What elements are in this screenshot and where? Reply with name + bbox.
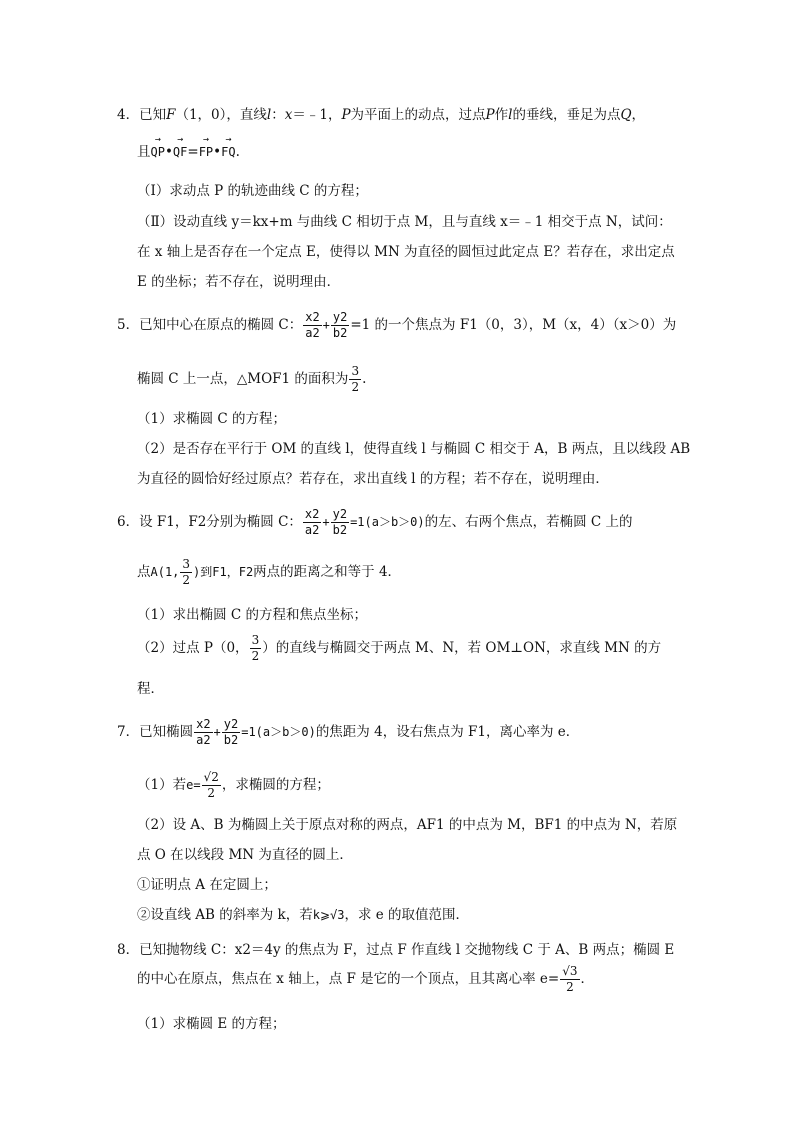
text: 已知抛物线 C：x2＝4y 的焦点为 F，过点 F 作直线 l 交抛物线 C 于 A、B 两点；椭圆 E [139, 942, 675, 958]
plus-sign: + [213, 725, 221, 739]
fraction [349, 364, 361, 395]
problem-4-line-1 [117, 103, 645, 123]
text: （1，0），直线 [175, 107, 267, 123]
text: 且 [137, 144, 151, 160]
denominator: 2 [207, 786, 215, 800]
text: 的中心在原点，焦点在 x 轴上，点 F 是它的一个顶点，且其离心率 e= [137, 971, 560, 987]
fraction [194, 717, 212, 748]
numerator: 3 [182, 557, 191, 571]
text: l [508, 107, 513, 123]
text: A(1, [150, 565, 180, 579]
text: P [485, 107, 495, 123]
problem-number: 5． [117, 317, 140, 333]
text: （1）求出椭圆 C 的方程和焦点坐标； [137, 607, 368, 623]
problem-5-part-1 [137, 407, 286, 427]
text: （2）设 A、B 为椭圆上关于原点对称的两点，AF1 的中点为 M，BF1 的中点为 N，若原 [137, 817, 678, 833]
problem-7-part-2-cont [137, 843, 353, 863]
problem-7-part-1 [137, 770, 330, 801]
text: . [235, 144, 240, 160]
problem-4-part-2 [137, 210, 672, 230]
text: 设 F1，F2分别为椭圆 C： [139, 514, 302, 530]
problem-6-line-1 [117, 507, 633, 538]
problem-4-part-2-cont [137, 240, 675, 260]
text: 为直径的圆恰好经过原点？若存在，求出直线 l 的方程；若不存在，说明理由． [137, 471, 609, 487]
fraction [180, 557, 192, 588]
text: （1）求椭圆 E 的方程； [137, 1016, 286, 1032]
numerator: 3 [251, 633, 260, 647]
text: ： [271, 107, 285, 123]
text: （1）求椭圆 C 的方程； [137, 411, 287, 427]
numerator: √2 [203, 770, 219, 784]
text: 的左、右两个焦点，若椭圆 C 上的 [424, 514, 633, 530]
text: = [187, 144, 199, 160]
text: （2）是否存在平行于 OM 的直线 l，使得直线 l 与椭圆 C 相交于 A，B 两点，且以线段 AB [137, 441, 691, 457]
fraction [202, 770, 221, 801]
vector-fp: → FP [199, 143, 213, 159]
fraction [250, 633, 262, 664]
problem-7-part-2-ii [137, 903, 469, 923]
denominator: 2 [251, 649, 260, 663]
text: l [266, 107, 272, 123]
text: 的垂线，垂足为点 [512, 107, 621, 123]
vector-qf: → QF [173, 143, 187, 159]
text: 在 x 轴上是否存在一个定点 E，使得以 MN 为直径的圆恒过此定点 E？若存在，求出定点 [137, 244, 675, 260]
denominator: b2 [332, 523, 348, 537]
problem-7-part-2-i [137, 873, 277, 893]
text: 点 O 在以线段 MN 为直径的圆上． [137, 847, 353, 863]
text: ＝﹣1， [292, 107, 342, 123]
numerator: √3 [562, 964, 578, 978]
numerator: x2 [305, 310, 320, 324]
fraction [303, 310, 321, 341]
problem-number: 8． [117, 942, 140, 958]
denominator: 2 [351, 380, 360, 394]
problem-6-line-2 [137, 557, 401, 588]
problem-6-part-2-end [137, 677, 164, 697]
text: （2）过点 P（0， [137, 640, 249, 656]
text: + [322, 318, 330, 332]
fraction [303, 507, 321, 538]
text: P [341, 107, 351, 123]
denominator: a2 [304, 523, 320, 537]
problem-8-part-1 [137, 1012, 286, 1032]
text: )到F1，F2 [193, 565, 254, 579]
text: k⩾√3 [312, 908, 345, 922]
text: 两点的距离之和等于 4． [253, 564, 402, 580]
problem-number: 6． [117, 514, 140, 530]
problem-4-part-1 [137, 179, 368, 199]
numerator: y2 [223, 717, 239, 731]
plus-sign: + [322, 515, 330, 529]
text: • [164, 144, 173, 160]
text: 的焦距为 4，设右焦点为 F1，离心率为 e． [315, 724, 580, 740]
text: Q [620, 107, 632, 123]
text: e= [186, 778, 201, 792]
fraction [222, 717, 240, 748]
text: 已知椭圆 [139, 724, 194, 740]
text: 程． [137, 681, 164, 697]
problem-6-part-1 [137, 603, 367, 623]
fraction [331, 507, 349, 538]
problem-7-line-1 [117, 717, 579, 748]
problem-5-part-2 [137, 437, 690, 457]
numerator: x2 [304, 507, 320, 521]
fraction [331, 310, 349, 341]
problem-6-part-2 [137, 633, 661, 664]
text: =1(a＞b＞0) [350, 515, 425, 529]
text: =1 的一个焦点为 F1（0，3），M（x，4）（x＞0）为 [350, 317, 677, 333]
text: 点 [137, 564, 151, 580]
text: ， [631, 107, 646, 123]
text: 已知 [139, 107, 167, 123]
denominator: 2 [182, 573, 191, 587]
text: （1）若 [137, 777, 187, 793]
denominator: a2 [305, 326, 320, 340]
text: 椭圆 C 上一点，△MOF1 的面积为 [137, 371, 349, 387]
text: （Ⅱ）设动直线 y＝kx+m 与曲线 C 相切于点 M，且与直线 x＝﹣1 相交于点 N，试问： [137, 214, 672, 230]
vector-qp: → QP [151, 143, 165, 159]
text: ，求椭圆的方程； [221, 777, 330, 793]
text: （Ⅰ）求动点 P 的轨迹曲线 C 的方程； [137, 183, 368, 199]
problem-7-part-2 [137, 813, 677, 833]
text: =1(a＞b＞0) [241, 725, 316, 739]
fraction [560, 964, 579, 995]
text: 为平面上的动点，过点 [350, 107, 486, 123]
text: ，求 e 的取值范围． [344, 907, 470, 923]
numerator: y2 [332, 310, 348, 324]
problem-4-part-2-end [137, 270, 340, 290]
text: ． [580, 971, 595, 987]
text: . [362, 371, 367, 387]
numerator: 3 [351, 364, 360, 378]
vector-fq: → FQ [221, 143, 235, 159]
numerator: x2 [196, 717, 211, 731]
problem-4-line-2 [137, 140, 240, 160]
numerator: y2 [332, 507, 348, 521]
problem-5-part-2-cont [137, 467, 609, 487]
problem-8-line-1 [117, 938, 674, 958]
text: 已知中心在原点的椭圆 C： [139, 317, 303, 333]
text: • [213, 144, 222, 160]
denominator: b2 [332, 326, 348, 340]
denominator: 2 [566, 980, 574, 994]
text: x [284, 107, 293, 123]
problem-8-line-2 [137, 964, 594, 995]
problem-5-line-1 [117, 310, 676, 341]
denominator: a2 [196, 733, 211, 747]
text: 作 [494, 107, 509, 123]
text: ②设直线 AB 的斜率为 k，若 [137, 907, 313, 923]
problem-5-line-2 [137, 364, 366, 395]
text: ）的直线与椭圆交于两点 M、N，若 OM⊥ON，求直线 MN 的方 [262, 640, 662, 656]
text: E 的坐标；若不存在，说明理由． [137, 274, 341, 290]
denominator: b2 [223, 733, 239, 747]
problem-number: 4． [117, 107, 140, 123]
text: F [166, 107, 176, 123]
problem-number: 7． [117, 724, 140, 740]
text: ①证明点 A 在定圆上； [137, 877, 277, 893]
